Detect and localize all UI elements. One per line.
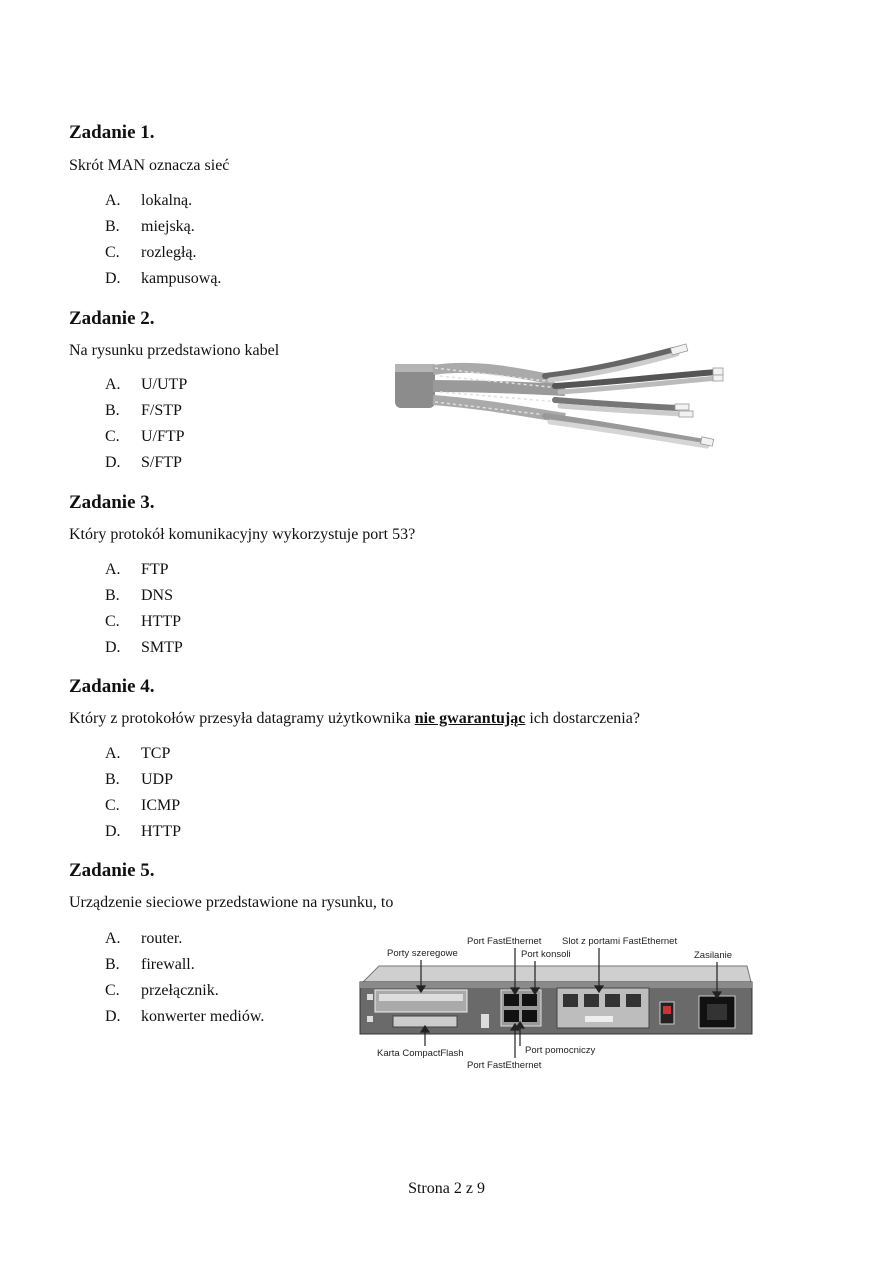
emphasis-nie-gwarantujac: nie gwarantując: [414, 710, 526, 727]
task-3-title: Zadanie 3.: [69, 492, 155, 513]
task-1-question: Skrót MAN oznacza sieć: [69, 157, 230, 174]
task-3-option-c[interactable]: C. HTTP: [105, 613, 181, 630]
label-compactflash: Karta CompactFlash: [377, 1048, 464, 1059]
braid-shield: [433, 368, 555, 380]
task-4-question: Który z protokołów przesyła datagramy użytkownika nie gwarantując ich dostarczenia?: [69, 710, 640, 727]
task-5-title: Zadanie 5.: [69, 860, 155, 881]
task-1-option-a[interactable]: A. lokalną.: [105, 192, 193, 209]
label-slot: Slot z portami FastEthernet: [562, 936, 678, 947]
task-4-title: Zadanie 4.: [69, 676, 155, 697]
wire-pairs: [545, 350, 719, 446]
task-5-option-a[interactable]: A. router.: [105, 930, 183, 947]
task-4-option-a[interactable]: A. TCP: [105, 745, 171, 762]
task-2-option-c[interactable]: C. U/FTP: [105, 428, 185, 445]
task-1-title: Zadanie 1.: [69, 122, 155, 143]
task-3-option-b[interactable]: B. DNS: [105, 587, 174, 604]
label-fastethernet-bottom: Port FastEthernet: [467, 1060, 542, 1071]
task-1-option-d[interactable]: D. kampusową.: [105, 270, 222, 287]
label-aux-port: Port pomocniczy: [525, 1045, 596, 1056]
task-1-option-c[interactable]: C. rozległą.: [105, 244, 197, 261]
task-5-question: Urządzenie sieciowe przedstawione na rysunku, to: [69, 894, 394, 911]
task-3-option-d[interactable]: D. SMTP: [105, 639, 183, 656]
router-image: [355, 930, 755, 1075]
label-fastethernet-top: Port FastEthernet: [467, 936, 542, 947]
label-serial-ports: Porty szeregowe: [387, 948, 458, 959]
task-4-option-d[interactable]: D. HTTP: [105, 823, 181, 840]
task-2-option-b[interactable]: B. F/STP: [105, 402, 182, 419]
task-5-option-c[interactable]: C. przełącznik.: [105, 982, 219, 999]
cable-image: [395, 342, 725, 450]
task-4-option-c[interactable]: C. ICMP: [105, 797, 181, 814]
task-2-title: Zadanie 2.: [69, 308, 155, 329]
page-footer: Strona 2 z 9: [408, 1180, 485, 1197]
task-5-option-b[interactable]: B. firewall.: [105, 956, 195, 973]
task-2-question: Na rysunku przedstawiono kabel: [69, 342, 280, 359]
task-1-option-b[interactable]: B. miejską.: [105, 218, 195, 235]
label-console-port: Port konsoli: [521, 949, 571, 960]
task-5-option-d[interactable]: D. konwerter mediów.: [105, 1008, 265, 1025]
task-3-question: Który protokół komunikacyjny wykorzystuje port 53?: [69, 526, 416, 543]
task-3-option-a[interactable]: A. FTP: [105, 561, 169, 578]
task-2-option-d[interactable]: D. S/FTP: [105, 454, 182, 471]
label-power: Zasilanie: [694, 950, 733, 961]
task-4-option-b[interactable]: B. UDP: [105, 771, 174, 788]
task-2-option-a[interactable]: A. U/UTP: [105, 376, 188, 393]
